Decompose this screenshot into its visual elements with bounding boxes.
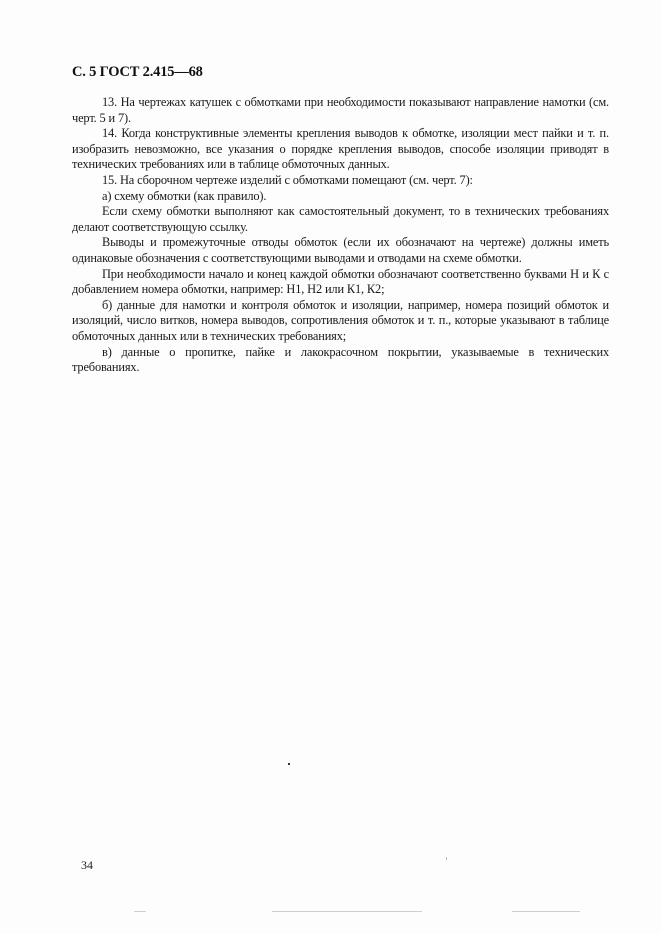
paragraph-15a: а) схему обмотки (как правило). <box>102 188 267 203</box>
paragraph-leads-designation: Выводы и промежуточные отводы обмоток (если их обозначают на чертеже) должны иметь одинаковые обозначения с соответствующими выводами и отводами на схеме обмотки. <box>72 235 609 265</box>
page-number: 34 <box>81 858 93 872</box>
paragraph-15v: в) данные о пропитке, пайке и лакокрасочном покрытии, указываемые в технических требованиях. <box>72 344 609 375</box>
scan-artifact-line <box>512 911 580 912</box>
paragraph-start-end-marking: При необходимости начало и конец каждой обмотки обозначают соответственно буквами Н и К с добавлением номера обмотки, например: Н1, Н2 или К1, К2; <box>72 266 609 297</box>
paragraph-13: 13. На чертежах катушек с обмотками при необходимости показывают направление намотки (см. черт. 5 и 7). <box>72 95 609 125</box>
scan-artifact-line <box>134 911 146 912</box>
paragraph-separate-document: Если схему обмотки выполняют как самостоятельный документ, то в технических требованиях делают соответствующую ссылку. <box>72 204 609 234</box>
document-body <box>72 95 609 376</box>
scan-speck <box>288 763 290 765</box>
page-header: С. 5 ГОСТ 2.415—68 <box>72 64 203 80</box>
scan-artifact-line <box>272 911 422 912</box>
paragraph-15b: б) данные для намотки и контроля обмоток и изоляции, например, номера позиций обмоток и изоляций, число витков, номера выводов, сопротивления обмоток и т. п., которые указывают в таблице обмоточных данных или в технических требованиях; <box>72 297 609 343</box>
paragraph-14: 14. Когда конструктивные элементы крепления выводов к обмотке, изоляции мест пайки и т. п. изобразить невозможно, все указания о порядке крепления выводов, способе изоляции приводят в технических требованиях или в таблице обмоточных данных. <box>72 126 609 172</box>
paragraph-15: 15. На сборочном чертеже изделий с обмотками помещают (см. черт. 7): <box>102 172 473 187</box>
scan-speck <box>446 857 447 860</box>
